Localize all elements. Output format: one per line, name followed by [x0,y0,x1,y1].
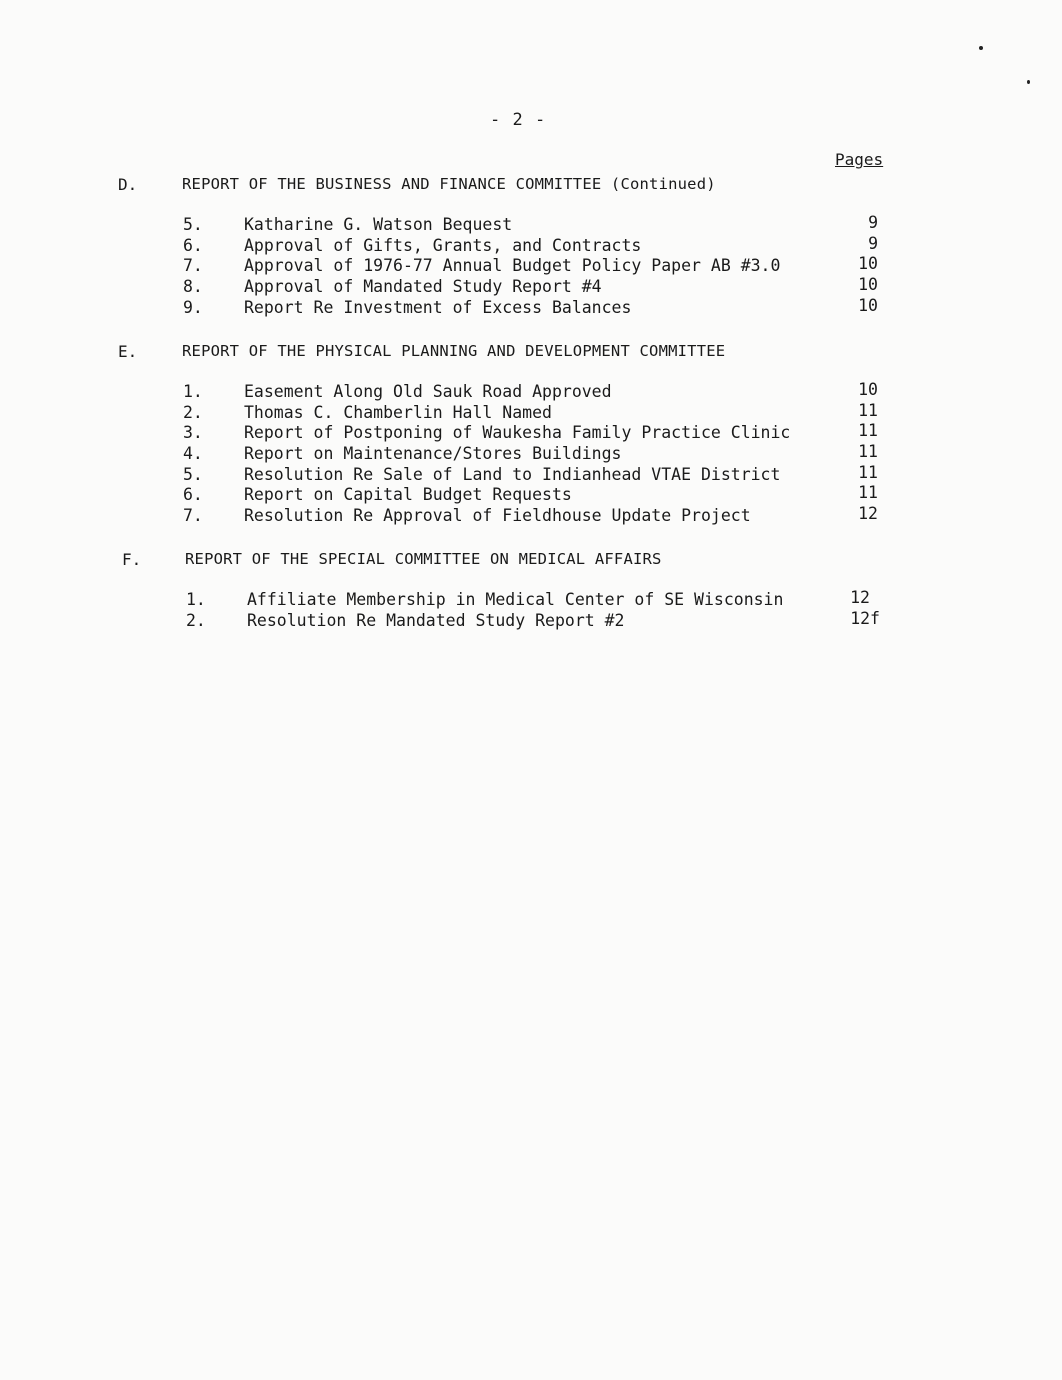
item-page: 10 [858,254,878,274]
pages-column-header: Pages [835,150,884,169]
item-title: Easement Along Old Sauk Road Approved [244,382,612,401]
item-list [0,382,1062,527]
item-number: 5. [183,215,203,234]
item-page: 12 [858,504,878,524]
item-number: 3. [183,423,203,443]
item-number: 2. [186,610,206,630]
section-letter: E. [118,342,138,361]
list-item [0,462,1062,486]
section-letter: D. [118,175,138,194]
item-title: Affiliate Membership in Medical Center of SE Wisconsin [247,590,784,609]
scan-speck [1027,80,1030,84]
section-letter: F. [122,550,142,569]
item-page: 12f [850,608,880,628]
item-page: 10 [858,380,878,399]
item-number: 9. [183,297,203,317]
list-item [0,295,1062,319]
item-number: 1. [183,382,203,401]
item-title: Resolution Re Mandated Study Report #2 [247,610,625,630]
item-title: Report on Maintenance/Stores Buildings [244,444,622,464]
item-page: 10 [858,295,878,315]
item-list [0,590,1062,631]
item-page: 12 [850,588,870,607]
item-page: 11 [858,442,878,462]
page-number: - 2 - [490,110,547,130]
list-item [0,444,1062,465]
list-item [0,215,1062,236]
list-item [0,590,1062,611]
item-title: Approval of Mandated Study Report #4 [244,277,602,297]
item-title: Resolution Re Sale of Land to Indianhead VTAE District [244,464,781,484]
list-item [0,382,1062,403]
list-item [0,506,1062,527]
item-page: 9 [868,213,878,232]
item-number: 8. [183,277,203,297]
item-title: Approval of 1976-77 Annual Budget Policy Paper AB #3.0 [244,256,781,276]
list-item [0,608,1062,632]
list-item [0,400,1062,424]
list-item [0,256,1062,277]
item-number: 7. [183,506,203,526]
item-page: 9 [868,233,878,253]
item-page: 11 [858,462,878,482]
item-number: 6. [183,235,203,255]
item-page: 11 [858,400,878,420]
section-title: REPORT OF THE SPECIAL COMMITTEE ON MEDICAL AFFAIRS [185,550,662,568]
item-title: Report of Postponing of Waukesha Family Practice Clinic [244,423,791,443]
section-title: REPORT OF THE BUSINESS AND FINANCE COMMITTEE (Continued) [182,175,716,193]
list-item [0,423,1062,444]
list-item [0,485,1062,506]
item-title: Thomas C. Chamberlin Hall Named [244,402,552,422]
item-number: 7. [183,256,203,276]
item-number: 4. [183,444,203,464]
item-number: 5. [183,464,203,484]
item-title: Katharine G. Watson Bequest [244,215,513,234]
item-page: 11 [858,483,878,503]
list-item [0,277,1062,298]
scan-speck [979,46,983,50]
item-page: 11 [858,421,878,441]
section-title: REPORT OF THE PHYSICAL PLANNING AND DEVELOPMENT COMMITTEE [182,342,726,360]
item-title: Approval of Gifts, Grants, and Contracts [244,235,642,255]
item-title: Resolution Re Approval of Fieldhouse Update Project [244,506,751,526]
item-title: Report on Capital Budget Requests [244,485,572,505]
item-title: Report Re Investment of Excess Balances [244,297,632,317]
item-number: 6. [183,485,203,505]
item-list [0,215,1062,318]
list-item [0,233,1062,257]
item-page: 10 [858,275,878,295]
item-number: 1. [186,590,206,609]
item-number: 2. [183,402,203,422]
